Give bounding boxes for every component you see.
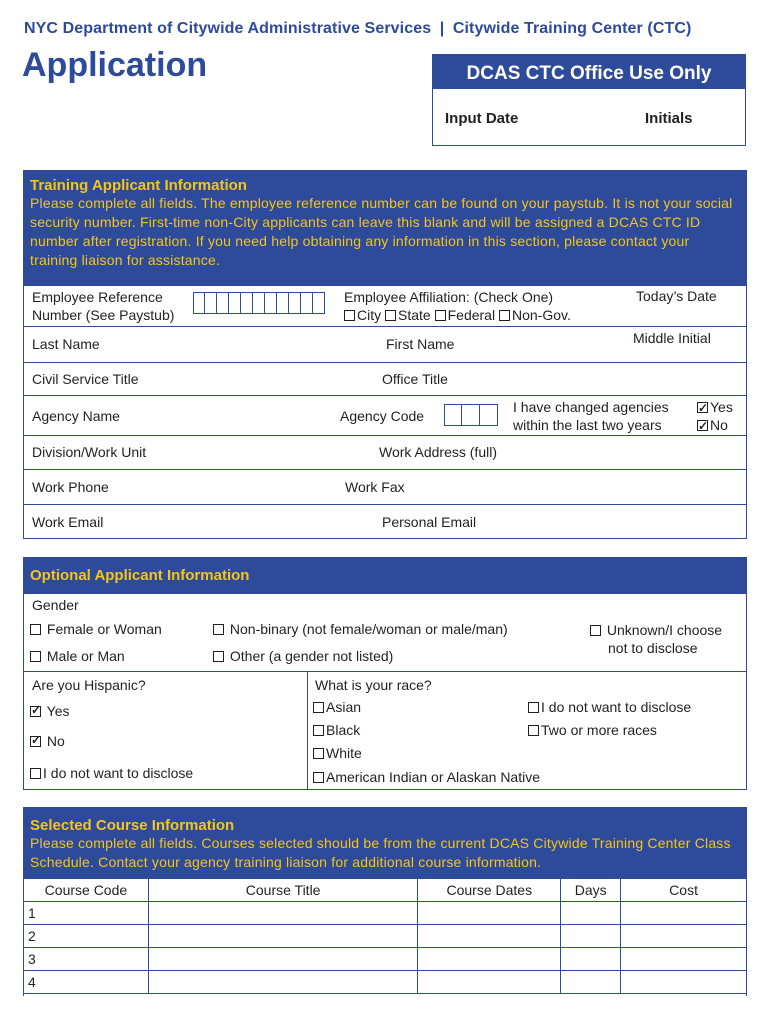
course-dates-cell[interactable]: [418, 948, 561, 971]
hispanic-yes-label: Yes: [46, 703, 70, 719]
hispanic-nodisclose-label: I do not want to disclose: [43, 765, 194, 781]
email-row: [24, 504, 746, 538]
todays-date-label: Today’s Date: [636, 288, 717, 304]
course-dates-cell[interactable]: [418, 971, 561, 994]
column-divider: [307, 672, 308, 790]
table-row: [24, 925, 747, 948]
input-date-label: Input Date: [445, 110, 519, 127]
changed-agencies-line1: I have changed agencies: [513, 399, 669, 415]
optional-section-title: Optional Applicant Information: [30, 567, 250, 584]
days-cell[interactable]: [561, 971, 621, 994]
race-nodisclose-option: [528, 699, 691, 715]
table-row: [24, 902, 747, 925]
checkbox-no[interactable]: [697, 420, 708, 431]
cost-cell[interactable]: [621, 971, 747, 994]
hispanic-yes-option: [30, 703, 69, 719]
digit-box[interactable]: [480, 404, 498, 426]
checkbox[interactable]: [213, 624, 224, 635]
col-cost: Cost: [621, 879, 747, 902]
race-black-label: Black: [326, 722, 361, 738]
name-row: [24, 326, 746, 362]
middle-initial-label: Middle Initial: [633, 330, 711, 346]
digit-box[interactable]: [313, 292, 325, 314]
col-course-dates: Course Dates: [418, 879, 561, 902]
course-dates-cell[interactable]: [418, 902, 561, 925]
checkbox[interactable]: [30, 706, 41, 717]
digit-box[interactable]: [229, 292, 241, 314]
work-email-label: Work Email: [32, 514, 104, 530]
affiliation-city: City: [357, 307, 382, 323]
checkbox[interactable]: [385, 310, 396, 321]
race-asian-label: Asian: [326, 699, 362, 715]
org-name: NYC Department of Citywide Administrative Services: [24, 20, 432, 37]
hispanic-no-option: [30, 733, 65, 749]
division-label: Division/Work Unit: [32, 444, 147, 460]
course-table-header: [24, 879, 747, 902]
checkbox[interactable]: [499, 310, 510, 321]
gender-male-label: Male or Man: [46, 648, 125, 664]
digit-box[interactable]: [444, 404, 462, 426]
checkbox[interactable]: [213, 651, 224, 662]
emp-ref-digit-boxes[interactable]: [193, 292, 325, 314]
header-separator: |: [439, 20, 445, 37]
checkbox[interactable]: [590, 625, 601, 636]
course-title-cell[interactable]: [148, 902, 418, 925]
row-number: 1: [24, 902, 149, 925]
gender-unknown-label-line2: not to disclose: [608, 640, 698, 656]
employee-ref-row: [24, 286, 746, 326]
hispanic-nodisclose-option: [30, 765, 193, 781]
race-american-indian-option: [313, 769, 540, 785]
table-row: [24, 948, 747, 971]
course-section-header: [24, 808, 746, 879]
phone-row: [24, 469, 746, 504]
changed-agencies-line2: within the last two years: [513, 417, 662, 433]
gender-female-label: Female or Woman: [46, 621, 162, 637]
changed-agencies-options: [697, 398, 733, 434]
gender-label: Gender: [32, 597, 79, 613]
course-title-cell[interactable]: [148, 948, 418, 971]
emp-ref-label: [32, 288, 174, 324]
affiliation-nongov: Non-Gov.: [511, 307, 571, 323]
division-row: [24, 435, 746, 469]
checkbox[interactable]: [313, 725, 324, 736]
cost-cell[interactable]: [621, 902, 747, 925]
race-white-option: [313, 745, 362, 761]
emp-ref-label-line2: Number (See Paystub): [32, 307, 175, 323]
digit-box[interactable]: [462, 404, 480, 426]
checkbox[interactable]: [313, 772, 324, 783]
gender-unknown-label-line1: Unknown/I choose: [606, 622, 723, 638]
col-days: Days: [561, 879, 621, 902]
hispanic-no-label: No: [46, 733, 65, 749]
race-asian-option: [313, 699, 361, 715]
digit-box[interactable]: [301, 292, 313, 314]
affiliation-label: Employee Affiliation: (Check One): [344, 289, 554, 305]
last-name-label: Last Name: [32, 336, 100, 352]
optional-applicant-section: [23, 557, 747, 790]
title-row: [24, 362, 746, 395]
checkbox[interactable]: [313, 748, 324, 759]
affiliation-group: [344, 288, 571, 324]
work-phone-label: Work Phone: [32, 479, 109, 495]
cost-cell[interactable]: [621, 948, 747, 971]
optional-section-header: [24, 558, 746, 594]
col-course-code: Course Code: [24, 879, 149, 902]
row-number: 3: [24, 948, 149, 971]
office-use-title: DCAS CTC Office Use Only: [433, 55, 745, 89]
emp-ref-label-line1: Employee Reference: [32, 289, 163, 305]
course-table: [23, 878, 747, 994]
checkbox[interactable]: [528, 702, 539, 713]
gender-other-option: [213, 648, 393, 664]
affiliation-state: State: [398, 307, 431, 323]
digit-box[interactable]: [265, 292, 277, 314]
course-dates-cell[interactable]: [418, 925, 561, 948]
days-cell[interactable]: [561, 902, 621, 925]
office-title-label: Office Title: [382, 371, 448, 387]
checkbox[interactable]: [30, 624, 41, 635]
training-section-description: Please complete all fields. The employee reference number can be found on your paystub. It is not your social security number. First-time non-City applicants can leave this blank and will be assigned a DCAS CTC ID number after registration. If you need help obtaining any information in this section, please contact your training liaison for assistance.: [30, 195, 733, 268]
course-section-title: Selected Course Information: [30, 817, 235, 834]
days-cell[interactable]: [561, 925, 621, 948]
agency-code-boxes[interactable]: [444, 404, 498, 426]
digit-box[interactable]: [193, 292, 205, 314]
digit-box[interactable]: [289, 292, 301, 314]
gender-female-option: [30, 621, 162, 637]
row-number: 4: [24, 971, 149, 994]
training-section-title: Training Applicant Information: [30, 177, 247, 194]
gender-nonbinary-label: Non-binary (not female/woman or male/man): [229, 621, 508, 637]
col-course-title: Course Title: [148, 879, 418, 902]
table-row: [24, 971, 747, 994]
center-name: Citywide Training Center (CTC): [452, 20, 692, 37]
no-label: No: [710, 417, 728, 433]
personal-email-label: Personal Email: [382, 514, 477, 530]
civil-service-title-label: Civil Service Title: [32, 371, 139, 387]
checkbox[interactable]: [30, 736, 41, 747]
checkbox[interactable]: [30, 651, 41, 662]
race-nodisclose-label: I do not want to disclose: [541, 699, 692, 715]
agency-row: [24, 395, 746, 435]
hispanic-label: Are you Hispanic?: [32, 677, 146, 693]
race-american-indian-label: American Indian or Alaskan Native: [326, 769, 540, 785]
race-white-label: White: [326, 745, 362, 761]
office-use-box: [432, 54, 746, 146]
agency-name-label: Agency Name: [32, 408, 120, 424]
training-applicant-section: [23, 170, 747, 539]
agency-code-label: Agency Code: [340, 408, 425, 424]
digit-box[interactable]: [241, 292, 253, 314]
cost-cell[interactable]: [621, 925, 747, 948]
course-title-cell[interactable]: [148, 971, 418, 994]
page-header: [24, 20, 691, 38]
race-two-or-more-label: Two or more races: [541, 722, 657, 738]
race-two-or-more-option: [528, 722, 657, 738]
race-black-option: [313, 722, 360, 738]
training-section-header: [24, 171, 746, 286]
checkbox[interactable]: [528, 725, 539, 736]
affiliation-federal: Federal: [447, 307, 496, 323]
days-cell[interactable]: [561, 948, 621, 971]
checkbox-yes[interactable]: [697, 402, 708, 413]
race-label: What is your race?: [315, 677, 432, 693]
digit-box[interactable]: [217, 292, 229, 314]
digit-box[interactable]: [205, 292, 217, 314]
gender-male-option: [30, 648, 125, 664]
checkbox[interactable]: [435, 310, 446, 321]
checkbox[interactable]: [313, 702, 324, 713]
course-section-description: Please complete all fields. Courses selected should be from the current DCAS Citywide Training Center Class Schedule. Contact your agency training liaison for additional course information.: [30, 835, 731, 870]
row-number: 2: [24, 925, 149, 948]
changed-agencies-label: [513, 398, 669, 434]
gender-nonbinary-option: [213, 621, 508, 637]
gender-unknown-option: [590, 621, 722, 657]
digit-box[interactable]: [277, 292, 289, 314]
gender-other-label: Other (a gender not listed): [229, 648, 394, 664]
checkbox[interactable]: [344, 310, 355, 321]
work-fax-label: Work Fax: [345, 479, 405, 495]
checkbox[interactable]: [30, 768, 41, 779]
hispanic-race-row: [24, 671, 746, 789]
first-name-label: First Name: [386, 336, 455, 352]
initials-label: Initials: [645, 110, 693, 127]
yes-label: Yes: [710, 399, 733, 415]
course-title-cell[interactable]: [148, 925, 418, 948]
work-address-label: Work Address (full): [379, 444, 497, 460]
digit-box[interactable]: [253, 292, 265, 314]
page-title: Application: [22, 46, 208, 84]
